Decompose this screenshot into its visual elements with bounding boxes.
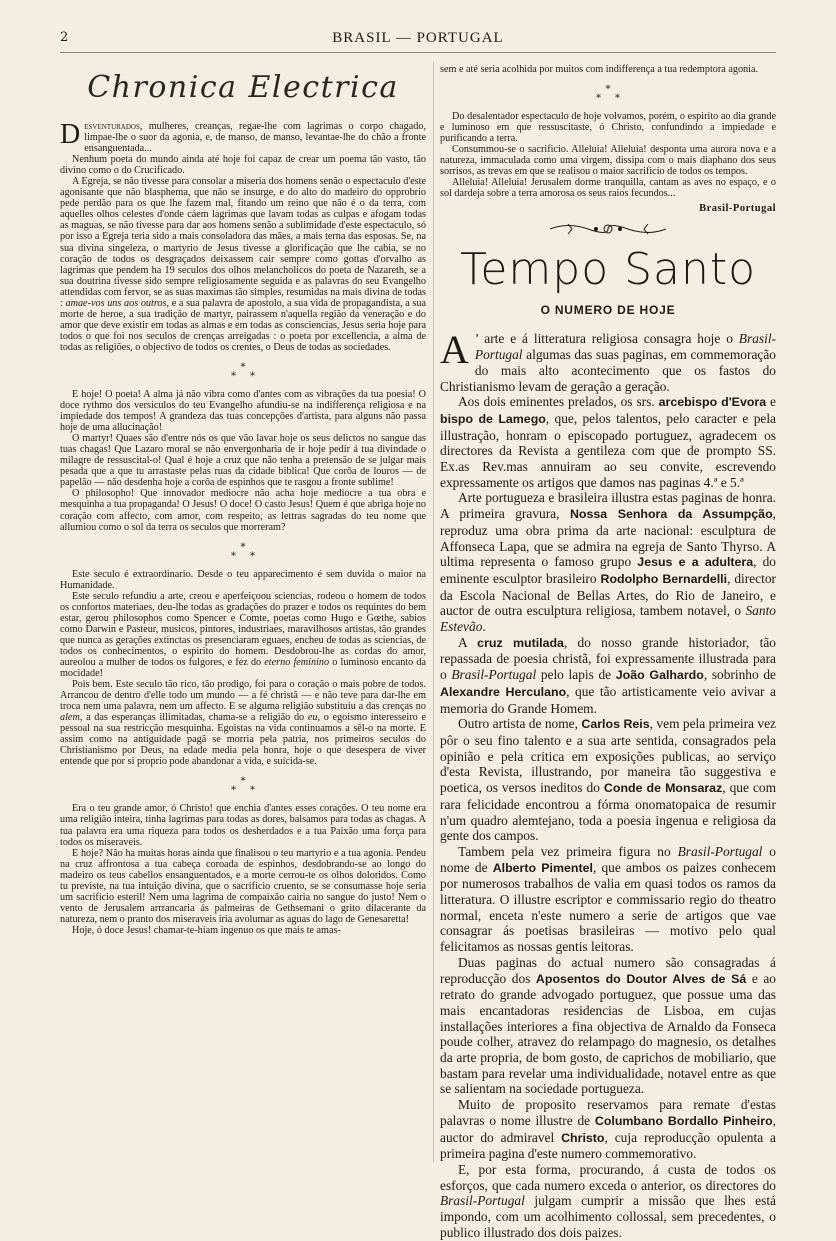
chronica-paragraph-9: Pois bem. Este seculo tão rico, tão prodigo, foi para o coração o mais pobre de todos. Arrancou de dentro d'elle todo um mundo — a fé christã — e não teve para dar-lhe em troca nem uma palavra, nem um affecto. E se alguma religião substituiu a das crenças no alem, a das esperanças illimitadas, chama-se a religião do eu, o egoismo interesseiro e pessoal na sua restricção mesquinha. Egoistas na vida continuamos a sêl-o na morte. E assim como na antiguidade pagã se morria pela patria, nos primeiros seculos do Christianismo por Deus, na edade media pela honra, hoje o que desespera de viver entende que por si proprio pode abandonar a vida, e suicida-se. — [60, 679, 426, 768]
article-paragraph-8: Muito de proposito reservamos para remate d'estas palavras o nome illustre de Columbano Bordallo Pinheiro, auctor do admiravel Christo, cuja reproducção opulenta a primeira pagina d'este numero commemorativo. — [440, 1097, 777, 1162]
chronica-paragraph-3: A Egreja, se não tivesse para consolar a miseria dos homens senão o espectaculo d'este agonisante que não blasphema, que não se insurge, e do alto do madeiro do opprobrio pede perdão para os que lhe fazem mal, fitando um reino que não é o da terra, com aquelles olhos celestes d'onde cáem lagrimas que lavam todas as culpas e afogam todas as maguas, se não tivesse para dar aos homens senão a sublimidade d'este espectaculo, só por isso a Egreja teria sido a mais consoladora das mães, a mais terna das esposas. Se, na sua divina singeleza, o martyrio de Jesus tivesse a glorificação que lhe cabia, se no coração de todos os desgraçados deixassem cair sempre como gottas d'orvalho as lagrimas que pendem ha 19 seculos dos olhos melancholicos do poeta de Nazareth, se a sua doutrina tivesse sido sempre religiosamente seguida e as palavras do seu Evangelho attendidas com fervor, se as suas maximas tão simples, resumidas na mais divina de todas : amae-vos uns aos outros, e a sua palavra de apostolo, a sua vida de propagandista, a sua morte de heroe, a sua tradição de martyr, pairassem n'aquella região da veneração e do amor que deve existir em todas as almas e em todas as consciencias, Jesus seria hoje para todos o que foi nos seculos de crenças arreigadas : o poeta por excellencia, a alma de todas as religiões, o objectivo de todos os crentes, o Deus de todas as sociedades. — [60, 176, 426, 353]
chronica-paragraph-4: E hoje! O poeta! A alma já não vibra como d'antes com as vibrações da tua poesia! O doce rythmo dos versiculos do teu Evangelho afundiu-se na indifferença religiosa e na impiedade dos tempos! A grandeza das tuas concepções d'artista, para alguns não passa hoje de uma allucinação! — [60, 388, 426, 434]
running-head — [60, 30, 776, 53]
chronica-continuation: sem e até seria acolhida por muitos com indifferença a tua redemptora agonia. — [440, 64, 759, 75]
section-stars-2: * ** — [231, 541, 269, 562]
article-paragraph-6: Tambem pela vez primeira figura no Brasil-Portugal o nome de Alberto Pimentel, que ambos os paizes conhecem por numerosos trabalhos de valia em quasi todos os ramos da litteratura. O illustre escriptor e commissario regio do theatro normal, enceta n'este numero a serie de artigos que vae consagrar ás poetisas brasileiras — motivo pelo qual felicitamos as nossas gentis leitoras. — [440, 843, 776, 955]
chronica-paragraph-10: Era o teu grande amor, ó Christo! que enchia d'antes esses corações. O teu nome era uma religião inteira, tinha lagrimas para todas as dores, balsamos para todas as chagas. A tua palavra era uma riqueza para todos os desherdados e a tua Paixão uma força para todos os miseraveis. — [60, 803, 426, 848]
article-paragraph-5: Outro artista de nome, Carlos Reis, vem pela primeira vez pôr o seu fino talento e a sua arte sentida, consagrados pela opinião e pela critica em exposições publicas, ao serviço d'esta Revista, illustrando, por maneira tão suggestiva e poetica, os versos ineditos do Conde de Monsaraz, que com rara felicidade encontrou a fórma onomatopaica de resumir n'um quadro alemtejano, toda a poesia ingenua e religiosa da gente dos campos. — [440, 716, 776, 844]
chronica-title: Chronica Electrica — [87, 70, 399, 105]
chronica-paragraph-2: Nenhum poeta do mundo ainda até hoje foi capaz de crear um poema tão vasto, tão divino como o do Crucificado. — [60, 154, 426, 177]
chronica-paragraph-12: Hoje, ó doce Jesus! chamar-te-hiam ingenuo os que mais te amas- — [72, 924, 341, 936]
chronica-paragraph-6: O philosopho! Que innovador mediocre não acha hoje mediocre a tua obra e mesquinha a tua propaganda! O Jesus! O doce! O casto Jesus! Quem é que abriga hoje no coração com affecto, com amor, com respeito, as lettras sagradas do teu nome que allumiou como o sol da terra os seculos que morreram? — [60, 488, 426, 533]
page-number: 2 — [60, 30, 69, 45]
chronica-paragraph-7: Este seculo é extraordinario. Desde o teu apparecimento é sem duvida o maior na Humanidade. — [60, 568, 426, 591]
column-divider — [433, 62, 434, 1162]
chronica-paragraph-r2: Consummou-se o sacrificio. Alleluia! Alleluia! desponta uma aurora nova e a natureza, immaculada como uma virgem, dissipa com o mais diaphano dos seus sorrisos, as trevas em que se realisou o maior sacrificio de todos os tempos. — [440, 144, 776, 178]
drop-cap-a: A — [440, 327, 469, 373]
article-paragraph-4: A cruz mutilada, do nosso grande historiador, tão repassada de poesia christã, foi expressamente illustrada para o Brasil-Portugal pelo lapis de João Galhardo, sobrinho de Alexandre Herculano, que tão artisticamente veio avivar a memoria do Grande Homem. — [440, 634, 777, 716]
chronica-paragraph-r3: Alleluia! Alleluia! Jerusalem dorme tranquilla, cantam as aves no espaço, e o sol dardeja sobre a terra amorosa os seus raios fecundos... — [440, 177, 776, 200]
tempo-santo-subheading: O NUMERO DE HOJE — [540, 303, 676, 318]
chronica-paragraph-r1: Do desalentador espectaculo de hoje volvamos, porém, o espirito ao dia grande e luminoso em que ressuscitaste, ó Christo, confundindo a impiedade e purificando a terra. — [440, 111, 776, 145]
article-paragraph-2: Aos dois eminentes prelados, os srs. arcebispo d'Evora e bispo de Lamego, que, pelos talentos, pelo caracter e pela illustração, honram o episcopado portuguez, agradecem os directores da Revista a gentileza com que de prompto SS. Ex.as Rev.mas annuiram ao seu convite, escrevendo expressamente os artigos que damos nas paginas 4.ª e 5.ª — [440, 394, 776, 490]
chronica-paragraph-8: Este seculo refundiu a arte, creou e aperfeiçoou sciencias, rodeou o homem de todos os confortos materiaes, deu-lhe todas as gradações do prazer e todos os requintes do bem estar, gerou philosophos como Spencer e Comte, poetas como Hugo e Gœthe, sabios como Darwin e Pasteur, musicos, pintores, industriaes, maravilhosos artistas, tão grandes que nunca as gerações extinctas os presenciaram eguaes, encheu de todas as sciencias, de todos os conhecimentos, o espirito do homem. Desdobrou-lhe as cordas do amor, aureolou a mulher de todos os fulgores, e fez do eterno feminino o luminoso encanto da mocidade! — [60, 590, 426, 680]
section-stars-4: * ** — [596, 84, 634, 105]
left-column — [60, 64, 426, 936]
article-paragraph-3: Arte portugueza e brasileira illustra estas paginas de honra. A primeira gravura, Nossa Senhora da Assumpção, reproduz uma obra prima da arte nacional: esculptura de Affonseca Lapa, que se admira na egreja de Santo Thyrso. A ultima representa o famoso grupo Jesus e a adultera, do eminente esculptor brasileiro Rodolpho Bernardelli, director da Escola Nacional de Bellas Artes, do Rio de Janeiro, e auctor de outra esculptura religiosa, tambem notavel, o Santo Estevão. — [440, 490, 777, 635]
chronica-paragraph-11: E hoje? Não ha muitas horas ainda que finalisou o teu martyrio e a tua agonia. Pendeu na cruz affrontosa a tua cabeça coroada de espinhos, desdobrando-se ao longo do madeiro os teus cabellos ensanguentados, e a morte cerrou-te os olhos doloridos. Como tu previste, na tua intuição divina, que o sacrificio cruento, se se consumasse hoje seria um sacrificio esteril! Nem uma lagrima de compaixão cairia no sangue do justo! Nem o vento de Jerusalem arrrancaria ás palmeiras de Gethsemani o grito dilacerante da natureza, nem o pranto dos miseraveis iria avolumar as aguas do lago de Genesaretta! — [60, 847, 426, 925]
chronica-signature: Brasil-Portugal — [699, 203, 776, 215]
drop-cap: D — [60, 119, 81, 150]
chronica-paragraph-5: O martyr! Quaes são d'entre nós os que vão lavar hoje os seus delictos no sangue das tuas chagas! Que Lazaro moral se não envergonharia de ir hoje pedir á tua divindade o milagre de ressuscital-o! Qual é hoje a cruz que não tenha a pretensão de se julgar mais pesada que a que tu arrastaste pelas ruas da cidade biblica! Que corôa de louros — de papelão — não desdenha hoje a corôa de espinhos que te rasgou a fronte sublime! — [60, 433, 426, 489]
section-stars-3: * ** — [231, 776, 269, 797]
article-paragraph-7: Duas paginas do actual numero são consagradas á reproducção dos Aposentos do Doutor Alves de Sá e ao retrato do grande advogado portuguez, que possue uma das mais encantadoras residencias de Lisboa, em cujas installações interiores a fina objectiva de Arnaldo da Fonseca poude colher, atravez do relampago do magnesio, os detalhes da arte propria, de bom gosto, de caprichos de mobiliario, que bastam para revelar uma individualidade, notavel entre as que se salientam na sociedade portugueza. — [440, 954, 776, 1097]
right-column — [440, 64, 776, 1241]
chronica-paragraph-1: Desventurados, mulheres, creanças, regae-lhe com lagrimas o corpo chagado, limpae-lhe o suor da agonia, e, de manso, de manso, levantae-lhe do chão a fronte ensanguentada... — [60, 119, 426, 155]
article-paragraph-1: A ’ arte e á litteratura religiosa consagra hoje o Brasil-Portugal algumas das suas paginas, em commemoração do mais alto acontecimento que os fastos do Christianismo levam de geração a geração. — [440, 327, 776, 394]
publication-title: BRASIL — PORTUGAL — [332, 30, 504, 46]
section-stars-1: * ** — [231, 361, 269, 382]
ornament-divider-icon — [548, 220, 668, 238]
article-paragraph-9: E, por esta forma, procurando, á custa de todos os esforços, que cada numero exceda o anterior, os directores do Brasil-Portugal julgam cumprir a missão que lhes está impondo, com um acolhimento collossal, sem precedentes, o publico illustrado dos dois paizes. — [440, 1161, 776, 1240]
tempo-santo-title: Tempo Santo — [459, 244, 757, 296]
